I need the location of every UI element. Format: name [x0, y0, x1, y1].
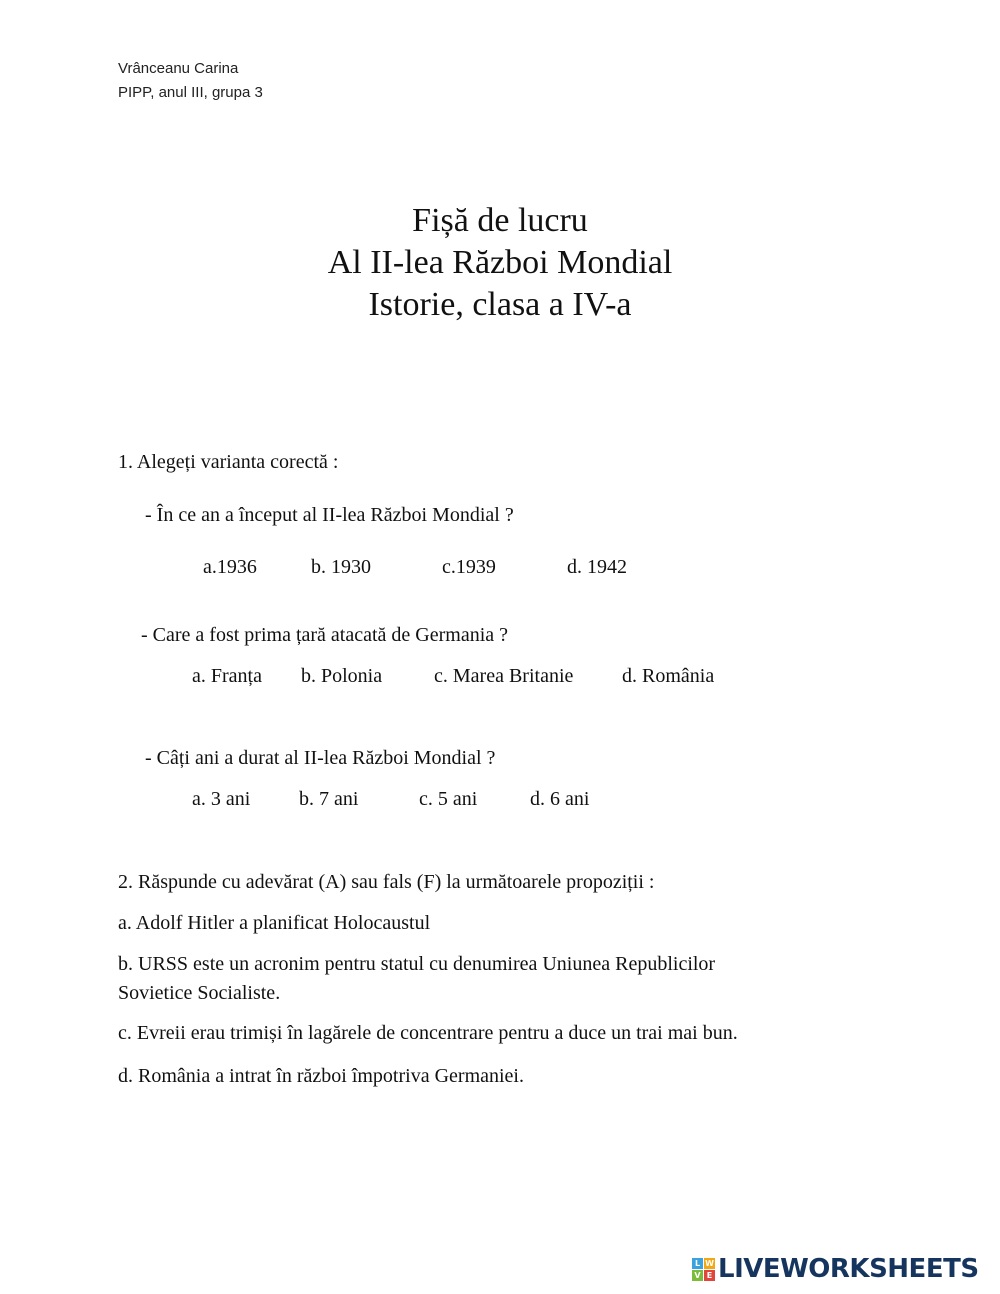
logo-tile: E — [704, 1270, 715, 1281]
author-group: PIPP, anul III, grupa 3 — [118, 84, 263, 101]
question-1: - În ce an a început al II-lea Război Mondial ? — [145, 504, 514, 526]
logo-icon — [692, 1258, 715, 1281]
q3-option-b: b. 7 ani — [299, 788, 359, 810]
q1-option-c: c.1939 — [442, 556, 496, 578]
q1-option-a: a.1936 — [203, 556, 257, 578]
logo-tile: V — [692, 1270, 703, 1281]
worksheet-title: Fișă de lucru — [412, 202, 588, 239]
q3-option-c: c. 5 ani — [419, 788, 478, 810]
statement-b-continued: Sovietice Socialiste. — [118, 982, 281, 1004]
logo-tile: W — [705, 1258, 714, 1268]
worksheet-topic: Al II-lea Război Mondial — [327, 244, 673, 281]
author-name: Vrânceanu Carina — [118, 60, 239, 77]
statement-d: d. România a intrat în război împotriva Germaniei. — [118, 1065, 524, 1087]
liveworksheets-logo — [692, 1254, 979, 1284]
q3-option-a: a. 3 ani — [192, 788, 251, 810]
question-3: - Câți ani a durat al II-lea Război Mondial ? — [145, 747, 496, 769]
exercise1-heading: 1. Alegeți varianta corectă : — [118, 451, 339, 473]
logo-tile: L — [692, 1258, 703, 1269]
q3-option-d: d. 6 ani — [530, 788, 590, 810]
q1-option-d: d. 1942 — [567, 556, 627, 578]
logo-text: LIVEWORKSHEETS — [718, 1254, 979, 1284]
q2-option-c: c. Marea Britanie — [434, 665, 574, 687]
q1-option-b: b. 1930 — [311, 556, 371, 578]
q2-option-d: d. România — [622, 665, 715, 687]
q2-option-a: a. Franța — [192, 665, 262, 687]
statement-c: c. Evreii erau trimiși în lagărele de concentrare pentru a duce un trai mai bun. — [118, 1022, 738, 1044]
q2-option-b: b. Polonia — [301, 665, 383, 687]
worksheet-subject: Istorie, clasa a IV-a — [368, 286, 632, 323]
exercise2-heading: 2. Răspunde cu adevărat (A) sau fals (F) la următoarele propoziții : — [118, 871, 655, 893]
statement-b: b. URSS este un acronim pentru statul cu denumirea Uniunea Republicilor — [118, 953, 716, 975]
question-2: - Care a fost prima țară atacată de Germania ? — [141, 624, 509, 646]
statement-a: a. Adolf Hitler a planificat Holocaustul — [118, 912, 431, 934]
